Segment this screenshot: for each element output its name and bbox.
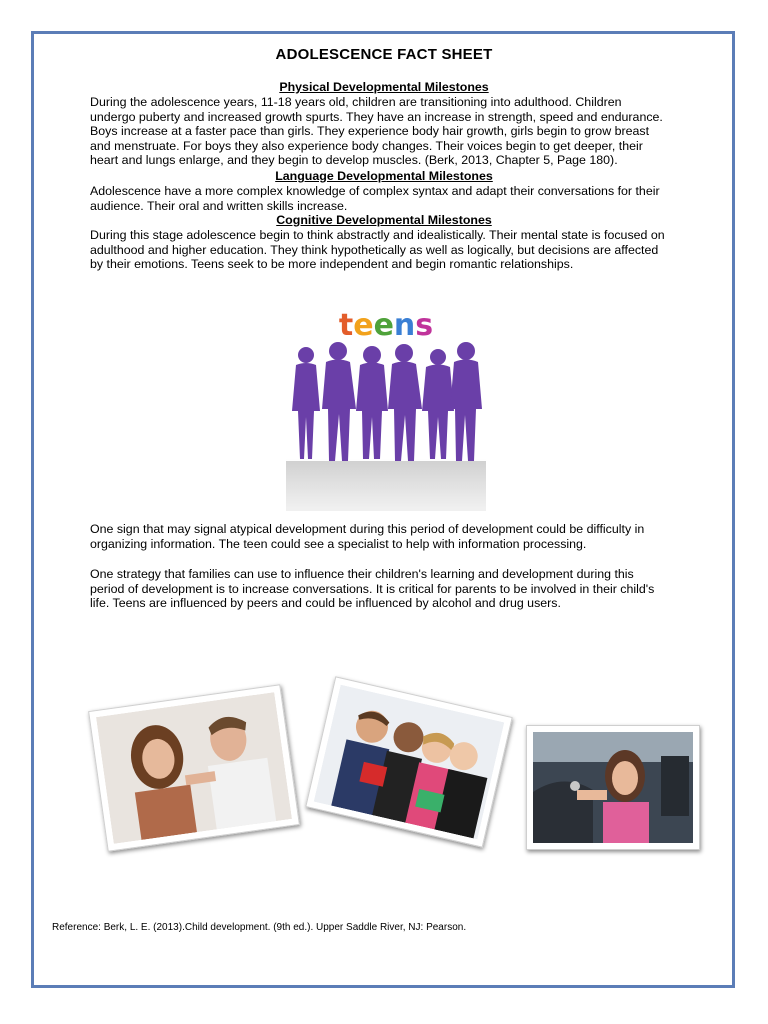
text-line: Boys increase at a faster pace than girls. They experience body hair growth, girls begin to grow breast <box>90 124 650 139</box>
text-line: undergo puberty and increased growth spurts. They have an increase in strength, speed and endurance. <box>90 109 663 124</box>
paragraph-strategy <box>90 567 680 611</box>
teens-logo-text: teens <box>338 308 434 343</box>
text-line: One sign that may signal atypical development during this period of development could be difficulty in <box>90 522 645 536</box>
text-line: During this stage adolescence begin to think abstractly and idealistically. Their mental state is focused on <box>90 228 665 242</box>
paragraph-language <box>90 184 680 213</box>
text-line: Adolescence have a more complex knowledge of complex syntax and adapt their conversations for their <box>90 184 660 198</box>
text-line: One strategy that families can use to influence their children's learning and development during this <box>90 567 634 581</box>
text-line: and menstruate. For boys they also experience body changes. Their voices begin to get deeper, their <box>90 138 643 153</box>
photo-teens-smoking <box>88 684 300 852</box>
text-line: audience. Their oral and written skills increase. <box>90 198 348 213</box>
heading-physical: Physical Developmental Milestones <box>279 80 489 94</box>
text-line: During the adolescence years, 11-18 years old, children are transitioning into adulthood. Children <box>90 95 622 109</box>
heading-language: Language Developmental Milestones <box>275 169 493 183</box>
text-line: by their emotions. Teens seek to be more independent and begin romantic relationships. <box>90 257 574 272</box>
heading-cognitive: Cognitive Developmental Milestones <box>276 213 492 227</box>
paragraph-physical <box>90 95 680 168</box>
text-line: organizing information. The teen could see a specialist to help with information processing. <box>90 536 587 551</box>
page-title: ADOLESCENCE FACT SHEET <box>275 46 493 63</box>
photo-teen-driving <box>526 725 700 850</box>
text-line: heart and lungs enlarge, and they begin to develop muscles. (Berk, 2013, Chapter 5, Page 180). <box>90 153 618 168</box>
paragraph-atypical <box>90 522 680 551</box>
reference-citation: Reference: Berk, L. E. (2013).Child development. (9th ed.). Upper Saddle River, NJ: Pearson. <box>52 922 467 933</box>
text-line: adulthood and higher education. They think hypothetically as well as logically, but decisions are affected <box>90 242 659 257</box>
teens-silhouette-image <box>286 299 486 511</box>
paragraph-cognitive <box>90 228 680 272</box>
text-line: life. Teens are influenced by peers and could be influenced by alcohol and drug users. <box>90 596 561 611</box>
text-line: period of development is to increase conversations. It is critical for parents to be involved in their child's <box>90 581 655 596</box>
